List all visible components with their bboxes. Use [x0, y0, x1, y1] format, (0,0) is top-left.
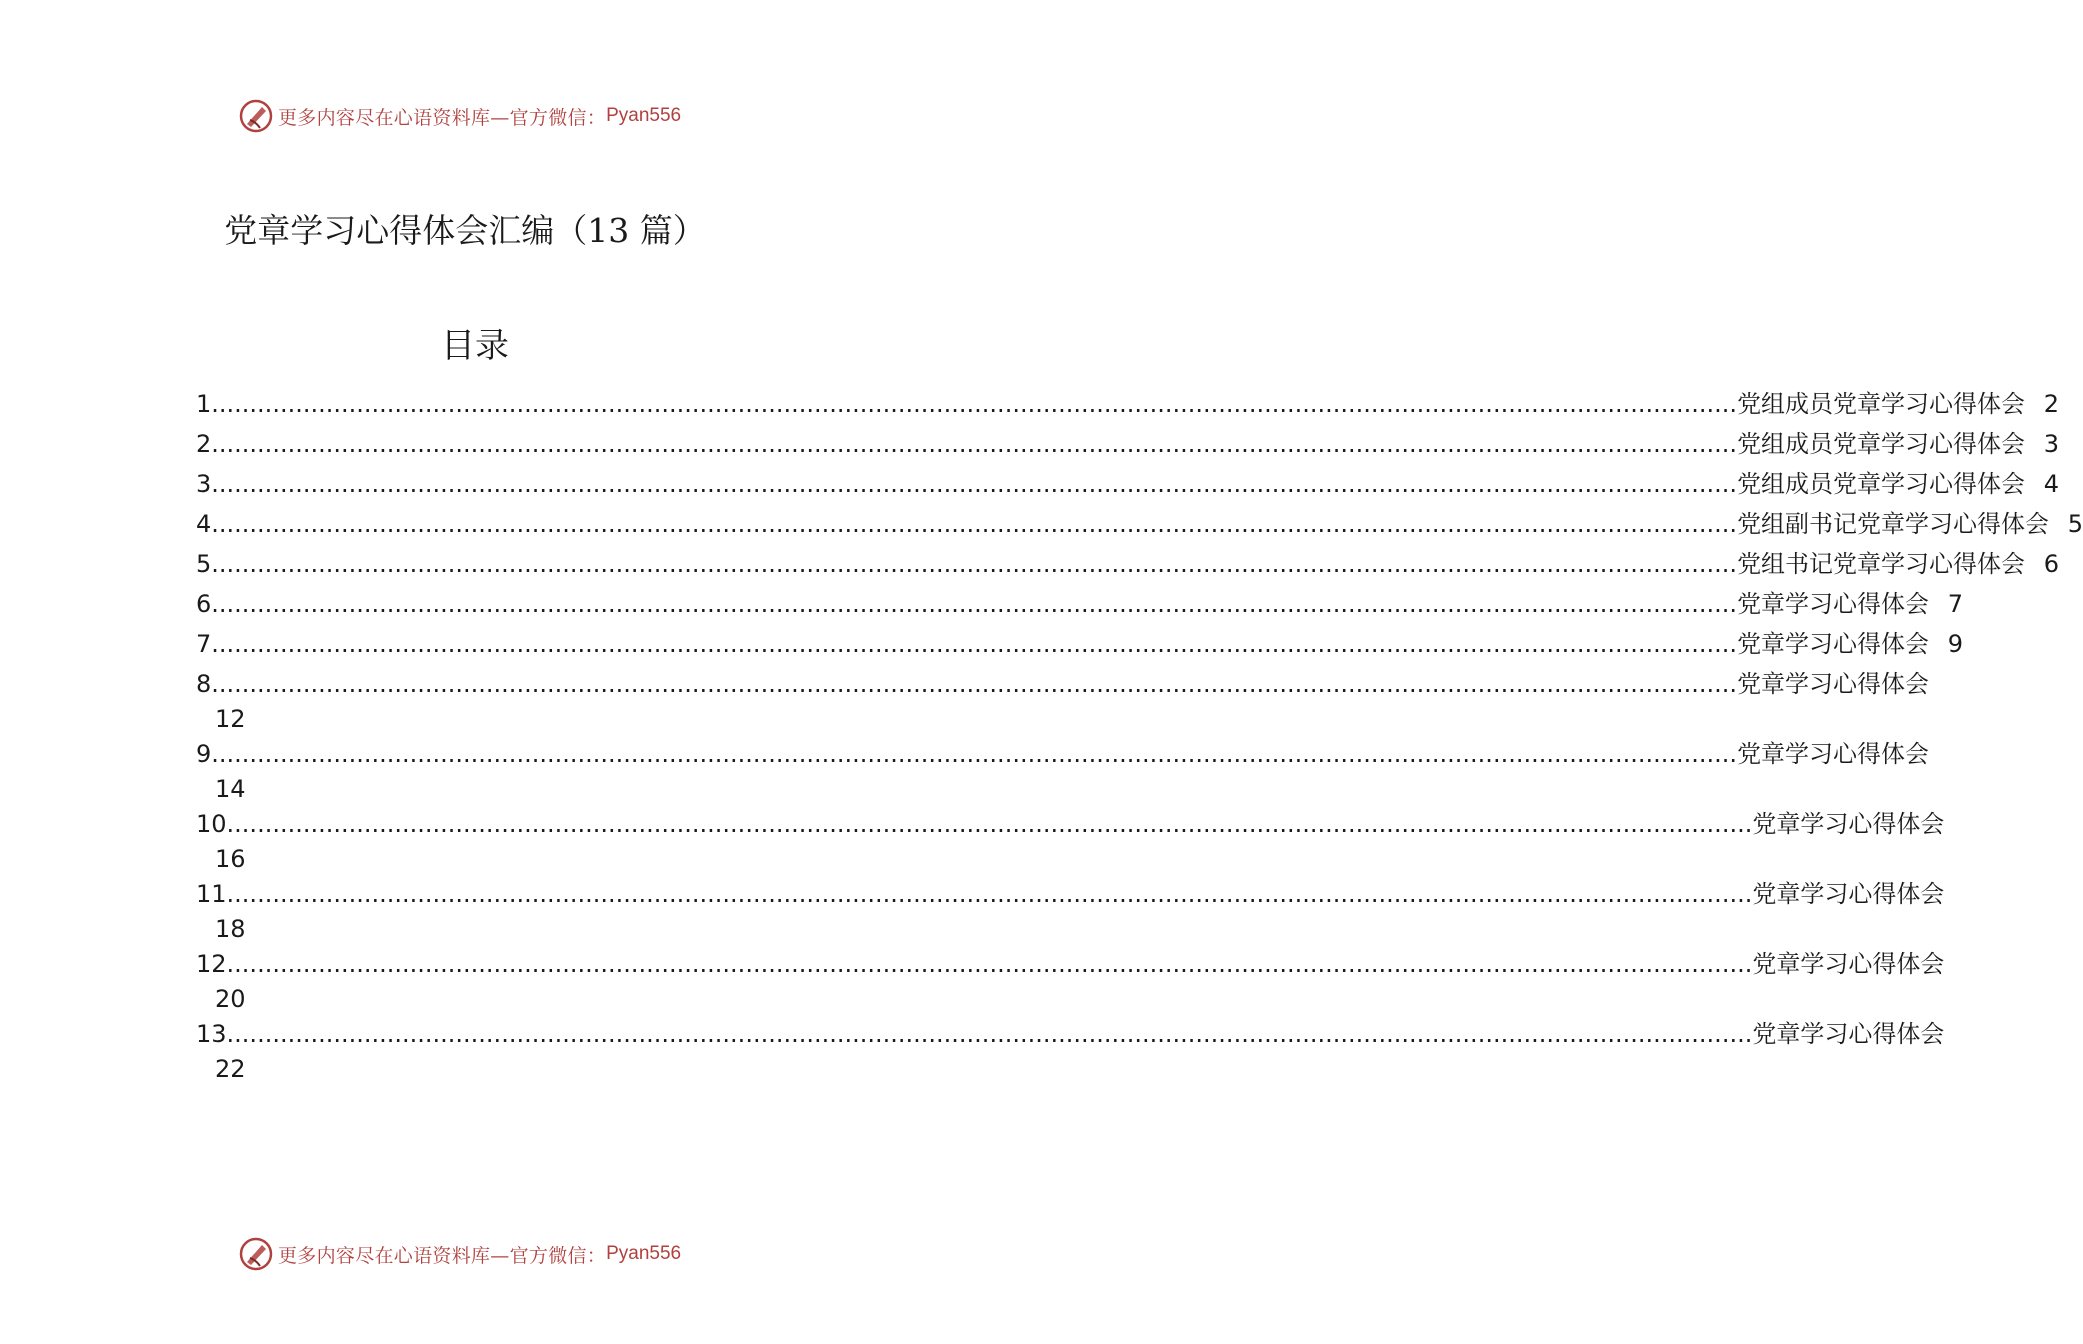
- toc-entry[interactable]: [196, 624, 1964, 664]
- toc-leader-dots: ........................................................................................................................................................................................................: [211, 550, 1738, 578]
- toc-leader-dots: ........................................................................................................................................................................................................: [226, 1020, 1753, 1048]
- toc-entry-label: 党章学习心得体会: [1737, 630, 1930, 658]
- toc-entry[interactable]: [196, 1014, 1945, 1084]
- toc-entry-number: 1: [196, 390, 212, 418]
- toc-entry-label: 党组书记党章学习心得体会: [1737, 550, 2026, 578]
- toc-leader-dots: ........................................................................................................................................................................................................: [211, 470, 1738, 498]
- toc-entry-label: 党组成员党章学习心得体会: [1737, 430, 2026, 458]
- document-title: 党章学习心得体会汇编（13 篇）: [224, 211, 706, 250]
- toc-entry-page: 6: [2043, 550, 2060, 578]
- toc-entry-label: 党章学习心得体会: [1752, 810, 1945, 838]
- toc-entry-number: 2: [196, 430, 212, 458]
- toc-entry-label: 党章学习心得体会: [1737, 590, 1930, 618]
- brand-logo-icon: [238, 1236, 274, 1272]
- toc-entry-page: 5: [2067, 510, 2083, 538]
- toc-entry-page: 14: [215, 775, 246, 803]
- watermark-text: 更多内容尽在心语资料库—官方微信：: [278, 1244, 607, 1267]
- toc-entry-number: 4: [196, 510, 212, 538]
- toc-entry-page: 4: [2043, 470, 2060, 498]
- toc-leader-dots: ........................................................................................................................................................................................................: [211, 590, 1738, 618]
- toc-entry[interactable]: [196, 384, 2060, 424]
- toc-leader-dots: ........................................................................................................................................................................................................: [211, 670, 1738, 698]
- toc-entry-label: 党章学习心得体会: [1737, 670, 1930, 698]
- toc-entry-number: 6: [196, 590, 212, 618]
- toc-entry[interactable]: [196, 664, 1930, 734]
- toc-entry-page: 22: [215, 1055, 246, 1083]
- toc-entry[interactable]: [196, 424, 2060, 464]
- toc-leader-dots: ........................................................................................................................................................................................................: [211, 430, 1738, 458]
- watermark-account: Pyan556: [606, 105, 682, 126]
- toc-entry[interactable]: [196, 504, 2083, 544]
- toc-entry-number: 12: [196, 950, 227, 978]
- toc-entry-number: 9: [196, 740, 212, 768]
- toc-entry[interactable]: [196, 874, 1945, 944]
- toc-leader-dots: ........................................................................................................................................................................................................: [226, 810, 1753, 838]
- toc-leader-dots: ........................................................................................................................................................................................................: [226, 880, 1753, 908]
- toc-heading: 目录: [441, 326, 509, 366]
- toc-entry[interactable]: [196, 944, 1945, 1014]
- toc-leader-dots: ........................................................................................................................................................................................................: [211, 740, 1738, 768]
- toc-entry-label: 党章学习心得体会: [1737, 740, 1930, 768]
- toc-entry-number: 10: [196, 810, 227, 838]
- toc-entry-number: 3: [196, 470, 212, 498]
- toc-entry-page: 2: [2043, 390, 2060, 418]
- toc-entry-label: 党章学习心得体会: [1752, 950, 1945, 978]
- toc-entry-page: 20: [215, 985, 246, 1013]
- toc-entry-label: 党组成员党章学习心得体会: [1737, 390, 2026, 418]
- toc-leader-dots: ........................................................................................................................................................................................................: [211, 630, 1738, 658]
- header-watermark: [238, 96, 681, 136]
- toc-entry-page: 3: [2043, 430, 2060, 458]
- toc-entry[interactable]: [196, 464, 2060, 504]
- toc-entry-page: 16: [215, 845, 246, 873]
- toc-leader-dots: ........................................................................................................................................................................................................: [226, 950, 1753, 978]
- toc-entry-page: 9: [1947, 630, 1964, 658]
- toc-entry-number: 5: [196, 550, 212, 578]
- watermark-account: Pyan556: [606, 1243, 682, 1264]
- table-of-contents: [196, 384, 2083, 1084]
- toc-entry[interactable]: [196, 584, 1964, 624]
- toc-entry[interactable]: [196, 734, 1930, 804]
- toc-entry-label: 党章学习心得体会: [1752, 1020, 1945, 1048]
- toc-entry-label: 党组副书记党章学习心得体会: [1737, 510, 2050, 538]
- toc-entry-page: 12: [215, 705, 246, 733]
- toc-entry-page: 18: [215, 915, 246, 943]
- toc-entry-number: 13: [196, 1020, 227, 1048]
- toc-entry-number: 8: [196, 670, 212, 698]
- toc-entry[interactable]: [196, 804, 1945, 874]
- toc-entry-label: 党组成员党章学习心得体会: [1737, 470, 2026, 498]
- brand-logo-icon: [238, 98, 274, 134]
- toc-entry-number: 11: [196, 880, 227, 908]
- toc-leader-dots: ........................................................................................................................................................................................................: [211, 390, 1738, 418]
- toc-entry-number: 7: [196, 630, 212, 658]
- toc-entry[interactable]: [196, 544, 2060, 584]
- toc-entry-label: 党章学习心得体会: [1752, 880, 1945, 908]
- toc-leader-dots: ........................................................................................................................................................................................................: [211, 510, 1738, 538]
- watermark-text: 更多内容尽在心语资料库—官方微信：: [278, 106, 607, 129]
- toc-entry-page: 7: [1947, 590, 1964, 618]
- footer-watermark: [238, 1234, 681, 1274]
